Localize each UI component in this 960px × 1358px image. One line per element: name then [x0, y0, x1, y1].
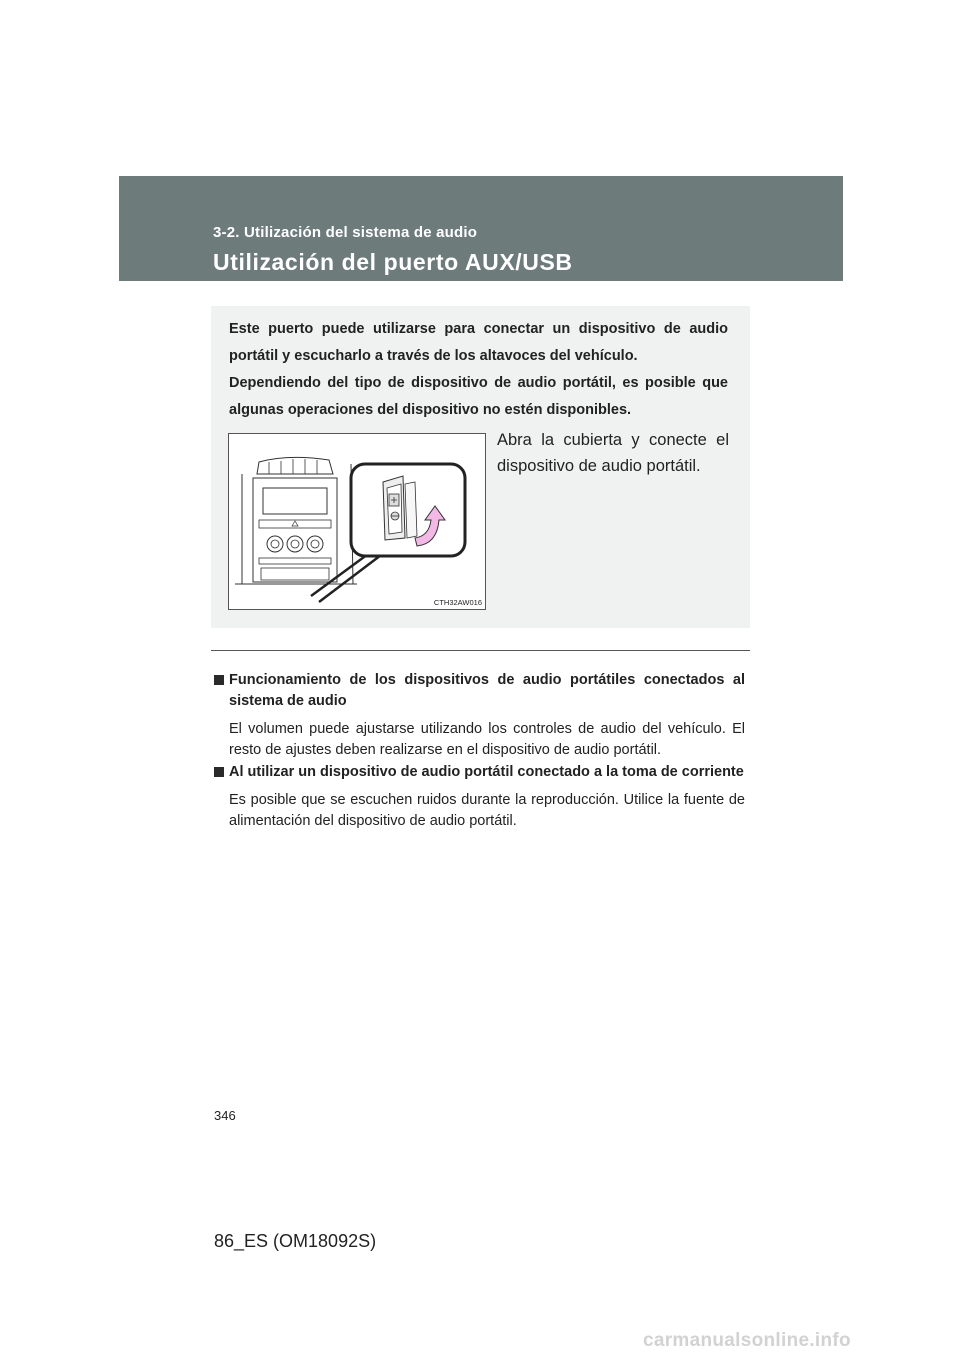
- usb-port-illustration: [229, 434, 485, 609]
- intro-paragraph-2: Dependiendo del tipo de dispositivo de audio portátil, es posible que algunas operaciones del dispositivo no estén disponibles.: [229, 375, 728, 418]
- note-1-heading-text: Funcionamiento de los dispositivos de audio portátiles conectados al sistema de audio: [229, 672, 745, 709]
- footer-watermark: carmanualsonline.info: [643, 1330, 851, 1351]
- figure-caption: Abra la cubierta y conecte el dispositivo de audio portátil.: [497, 431, 729, 475]
- page-number: 346: [214, 1108, 236, 1123]
- document-code: 86_ES (OM18092S): [214, 1231, 377, 1251]
- display-screen: [263, 488, 327, 514]
- note-1-heading: [211, 670, 745, 712]
- section-label: 3-2. Utilización del sistema de audio: [213, 224, 478, 241]
- note-2-body: Es posible que se escuchen ruidos durante la reproducción. Utilice la fuente de alimentación del dispositivo de audio portátil.: [229, 792, 745, 829]
- bullet-square-icon: [214, 767, 224, 777]
- note-2: [211, 762, 745, 832]
- figure-illustration: [228, 433, 486, 610]
- section-divider: [211, 650, 750, 651]
- knob-left: [267, 536, 283, 552]
- knob-right: [307, 536, 323, 552]
- note-2-heading-text: Al utilizar un dispositivo de audio portátil conectado a la toma de corriente: [229, 764, 744, 780]
- note-1-body: El volumen puede ajustarse utilizando los controles de audio del vehículo. El resto de ajustes deben realizarse en el dispositivo de audio portátil.: [229, 721, 745, 758]
- intro-paragraph-1: Este puerto puede utilizarse para conectar un dispositivo de audio portátil y escucharlo a través de los altavoces del vehículo.: [229, 321, 728, 364]
- intro-box: [211, 306, 750, 628]
- knob-center: [287, 536, 303, 552]
- page-title: Utilización del puerto AUX/USB: [213, 249, 573, 275]
- header-band: [119, 176, 843, 281]
- vent-shape: [257, 457, 333, 474]
- port-cover: [405, 482, 417, 538]
- figure-code: CTH32AW016: [433, 598, 482, 607]
- aux-usb-location: [261, 568, 329, 580]
- note-1: [211, 670, 745, 761]
- bullet-square-icon: [214, 675, 224, 685]
- note-2-heading: [211, 762, 745, 783]
